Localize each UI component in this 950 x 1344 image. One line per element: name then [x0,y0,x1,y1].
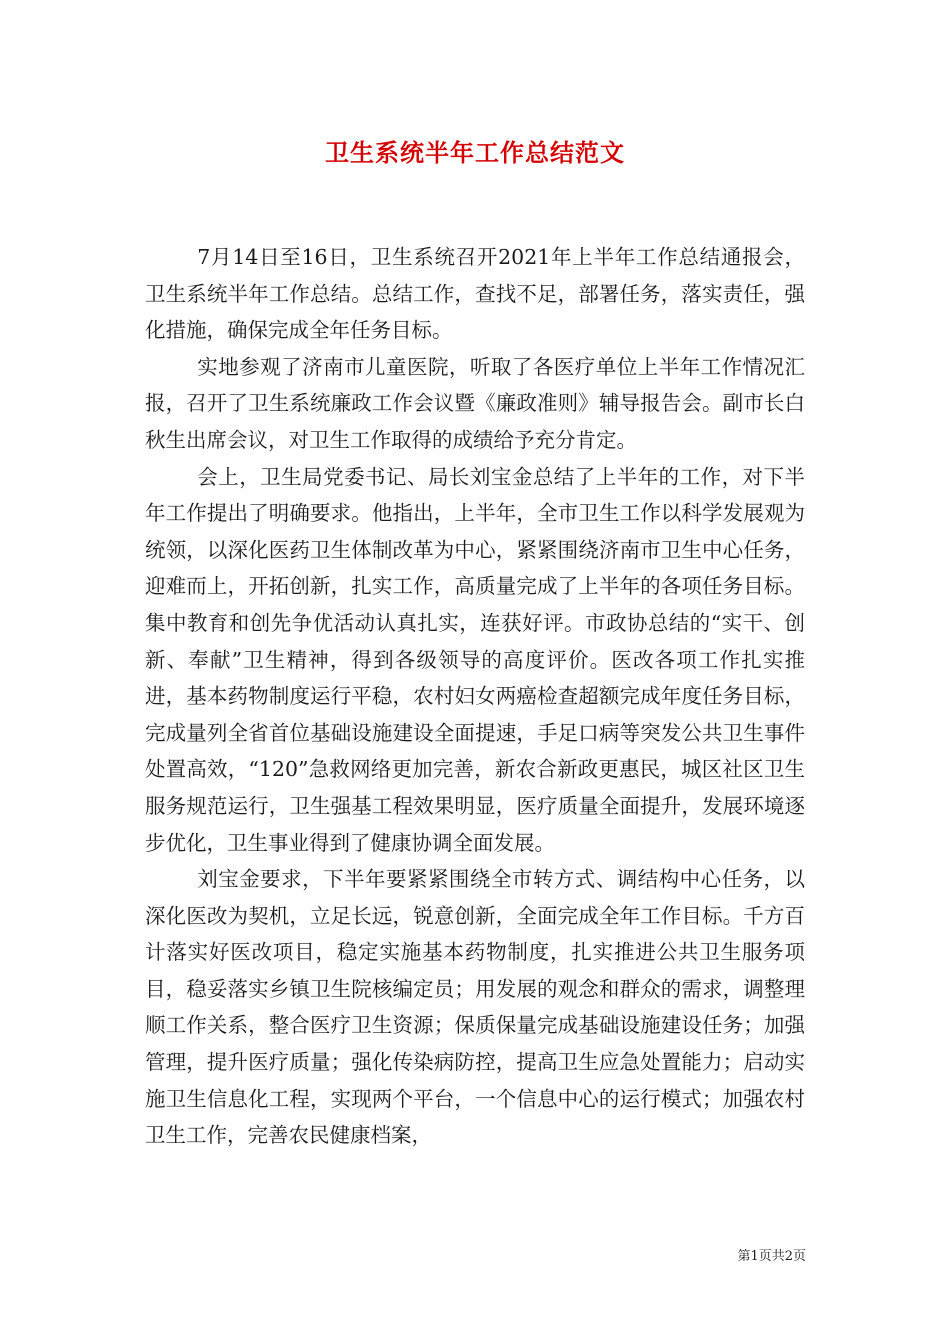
paragraph-1: 7月14日至16日，卫生系统召开2021年上半年工作总结通报会，卫生系统半年工作总结。总结工作，查找不足，部署任务，落实责任，强化措施，确保完成全年任务目标。 [145,245,805,343]
document-body [145,239,805,1154]
paragraph-3: 会上，卫生局党委书记、局长刘宝金总结了上半年的工作，对下半年工作提出了明确要求。他指出，上半年，全市卫生工作以科学发展观为统领，以深化医药卫生体制改革为中心，紧紧围绕济南市卫生中心任务，迎难而上，开拓创新，扎实工作，高质量完成了上半年的各项任务目标。集中教育和创先争优活动认真扎实，连获好评。市政协总结的“实干、创新、奉献”卫生精神，得到各级领导的高度评价。医改各项工作扎实推进，基本药物制度运行平稳，农村妇女两癌检查超额完成年度任务目标，完成量列全省首位基础设施建设全面提速，手足口病等突发公共卫生事件处置高效，“120”急救网络更加完善，新农合新政更惠民，城区社区卫生服务规范运行，卫生强基工程效果明显，医疗质量全面提升，发展环境逐步优化，卫生事业得到了健康协调全面发展。 [145,464,805,855]
document-title: 卫生系统半年工作总结范文 [325,139,625,167]
paragraph-2: 实地参观了济南市儿童医院，听取了各医疗单位上半年工作情况汇报，召开了卫生系统廉政工作会议暨《廉政准则》辅导报告会。副市长白秋生出席会议，对卫生工作取得的成绩给予充分肯定。 [145,354,805,452]
paragraph-4: 刘宝金要求，下半年要紧紧围绕全市转方式、调结构中心任务，以深化医改为契机，立足长远，锐意创新，全面完成全年工作目标。千方百计落实好医改项目，稳定实施基本药物制度，扎实推进公共卫生服务项目，稳妥落实乡镇卫生院核编定员；用发展的观念和群众的需求，调整理顺工作关系，整合医疗卫生资源；保质保量完成基础设施建设任务；加强管理，提升医疗质量；强化传染病防控，提高卫生应急处置能力；启动实施卫生信息化工程，实现两个平台，一个信息中心的运行模式；加强农村卫生工作，完善农民健康档案， [145,867,805,1148]
page-number: 第1页共2页 [737,1249,806,1264]
